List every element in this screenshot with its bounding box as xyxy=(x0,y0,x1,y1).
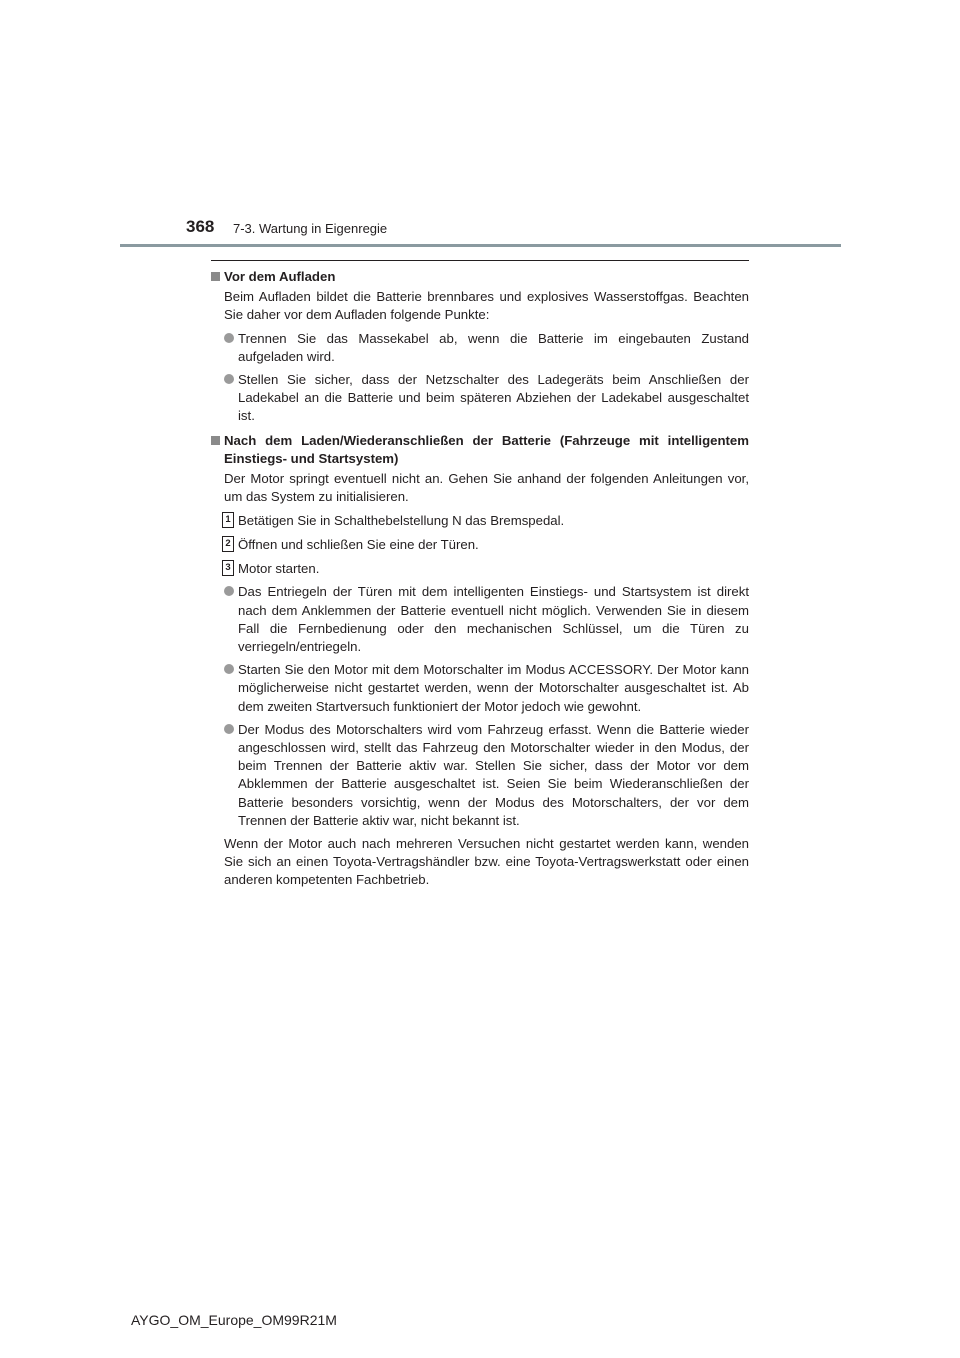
step-number: 1 xyxy=(222,512,234,528)
bullet-item xyxy=(211,721,749,830)
bullet-item xyxy=(211,371,749,426)
page-number: 368 xyxy=(186,217,215,236)
section-title: 7-3. Wartung in Eigenregie xyxy=(233,221,388,236)
circle-bullet-icon xyxy=(224,724,234,734)
bullet-item xyxy=(211,330,749,366)
square-bullet-icon xyxy=(211,272,220,281)
step-item xyxy=(211,512,749,530)
step-text: Betätigen Sie in Schalthebelstellung N das Bremspedal. xyxy=(238,513,565,529)
step-item xyxy=(211,560,749,578)
footer-doc-id: AYGO_OM_Europe_OM99R21M xyxy=(131,1312,337,1328)
step-text: Öffnen und schließen Sie eine der Türen. xyxy=(238,537,479,553)
step-text: Motor starten. xyxy=(238,561,320,577)
step-number: 3 xyxy=(222,560,234,576)
section-heading xyxy=(211,432,749,468)
paragraph: Beim Aufladen bildet die Batterie brennbares und explosives Wasserstoffgas. Beachten Sie daher vor dem Aufladen folgende Punkte: xyxy=(224,289,749,323)
paragraph: Der Motor springt eventuell nicht an. Gehen Sie anhand der folgenden Anleitungen vor, um das System zu initialisieren. xyxy=(224,471,749,505)
section-heading xyxy=(211,268,749,286)
bullet-text: Der Modus des Motorschalters wird vom Fahrzeug erfasst. Wenn die Batterie wieder angeschlossen wird, stellt das Fahrzeug den Motorschalter wieder in den Modus, der beim Trennen der Batterie aktiv war. Stellen Sie sicher, dass der Motor vor dem Abklemmen der Batterie ausgeschaltet ist. Seien Sie beim Wiederanschließen der Batterie besonders vorsichtig, wenn der Modus des Motorschalters, der vor dem Trennen der Batterie aktiv war, nicht bekannt ist. xyxy=(238,721,749,828)
bullet-item xyxy=(211,661,749,716)
bullet-text: Stellen Sie sicher, dass der Netzschalter des Ladegeräts beim Anschließen der Ladekabel an die Batterie und beim späteren Abziehen der Ladekabel ausgeschaltet ist. xyxy=(238,372,749,424)
square-bullet-icon xyxy=(211,436,220,445)
circle-bullet-icon xyxy=(224,333,234,343)
content-rule xyxy=(211,260,749,261)
paragraph: Wenn der Motor auch nach mehreren Versuchen nicht gestartet werden kann, wenden Sie sich an einen Toyota-Vertragshändler bzw. eine Toyota-Vertragswerkstatt oder einen anderen kompetenten Fachbetrieb. xyxy=(224,836,749,888)
bullet-item xyxy=(211,583,749,656)
heading-text: Nach dem Laden/Wiederanschließen der Batterie (Fahrzeuge mit intelligentem Einstiegs- und Startsystem) xyxy=(224,432,749,466)
bullet-text: Trennen Sie das Massekabel ab, wenn die Batterie im eingebauten Zustand aufgeladen wird. xyxy=(238,330,749,364)
circle-bullet-icon xyxy=(224,374,234,384)
heading-text: Vor dem Aufladen xyxy=(224,269,336,284)
header-rule xyxy=(120,244,841,247)
bullet-text: Das Entriegeln der Türen mit dem intelligenten Einstiegs- und Startsystem ist direkt nach dem Anklemmen der Batterie eventuell nicht möglich. Verwenden Sie in diesem Fall die Fernbedienung oder den mechanischen Schlüssel, um die Türen zu verriegeln/entriegeln. xyxy=(238,584,749,655)
step-number: 2 xyxy=(222,536,234,552)
bullet-text: Starten Sie den Motor mit dem Motorschalter im Modus ACCESSORY. Der Motor kann möglicherweise nicht gestartet werden, wenn der Motorschalter ausgeschaltet ist. Ab dem zweiten Startversuch funktioniert der Motor jedoch wie gewohnt. xyxy=(238,662,749,714)
page-content xyxy=(211,268,749,890)
circle-bullet-icon xyxy=(224,586,234,596)
step-item xyxy=(211,536,749,554)
circle-bullet-icon xyxy=(224,664,234,674)
